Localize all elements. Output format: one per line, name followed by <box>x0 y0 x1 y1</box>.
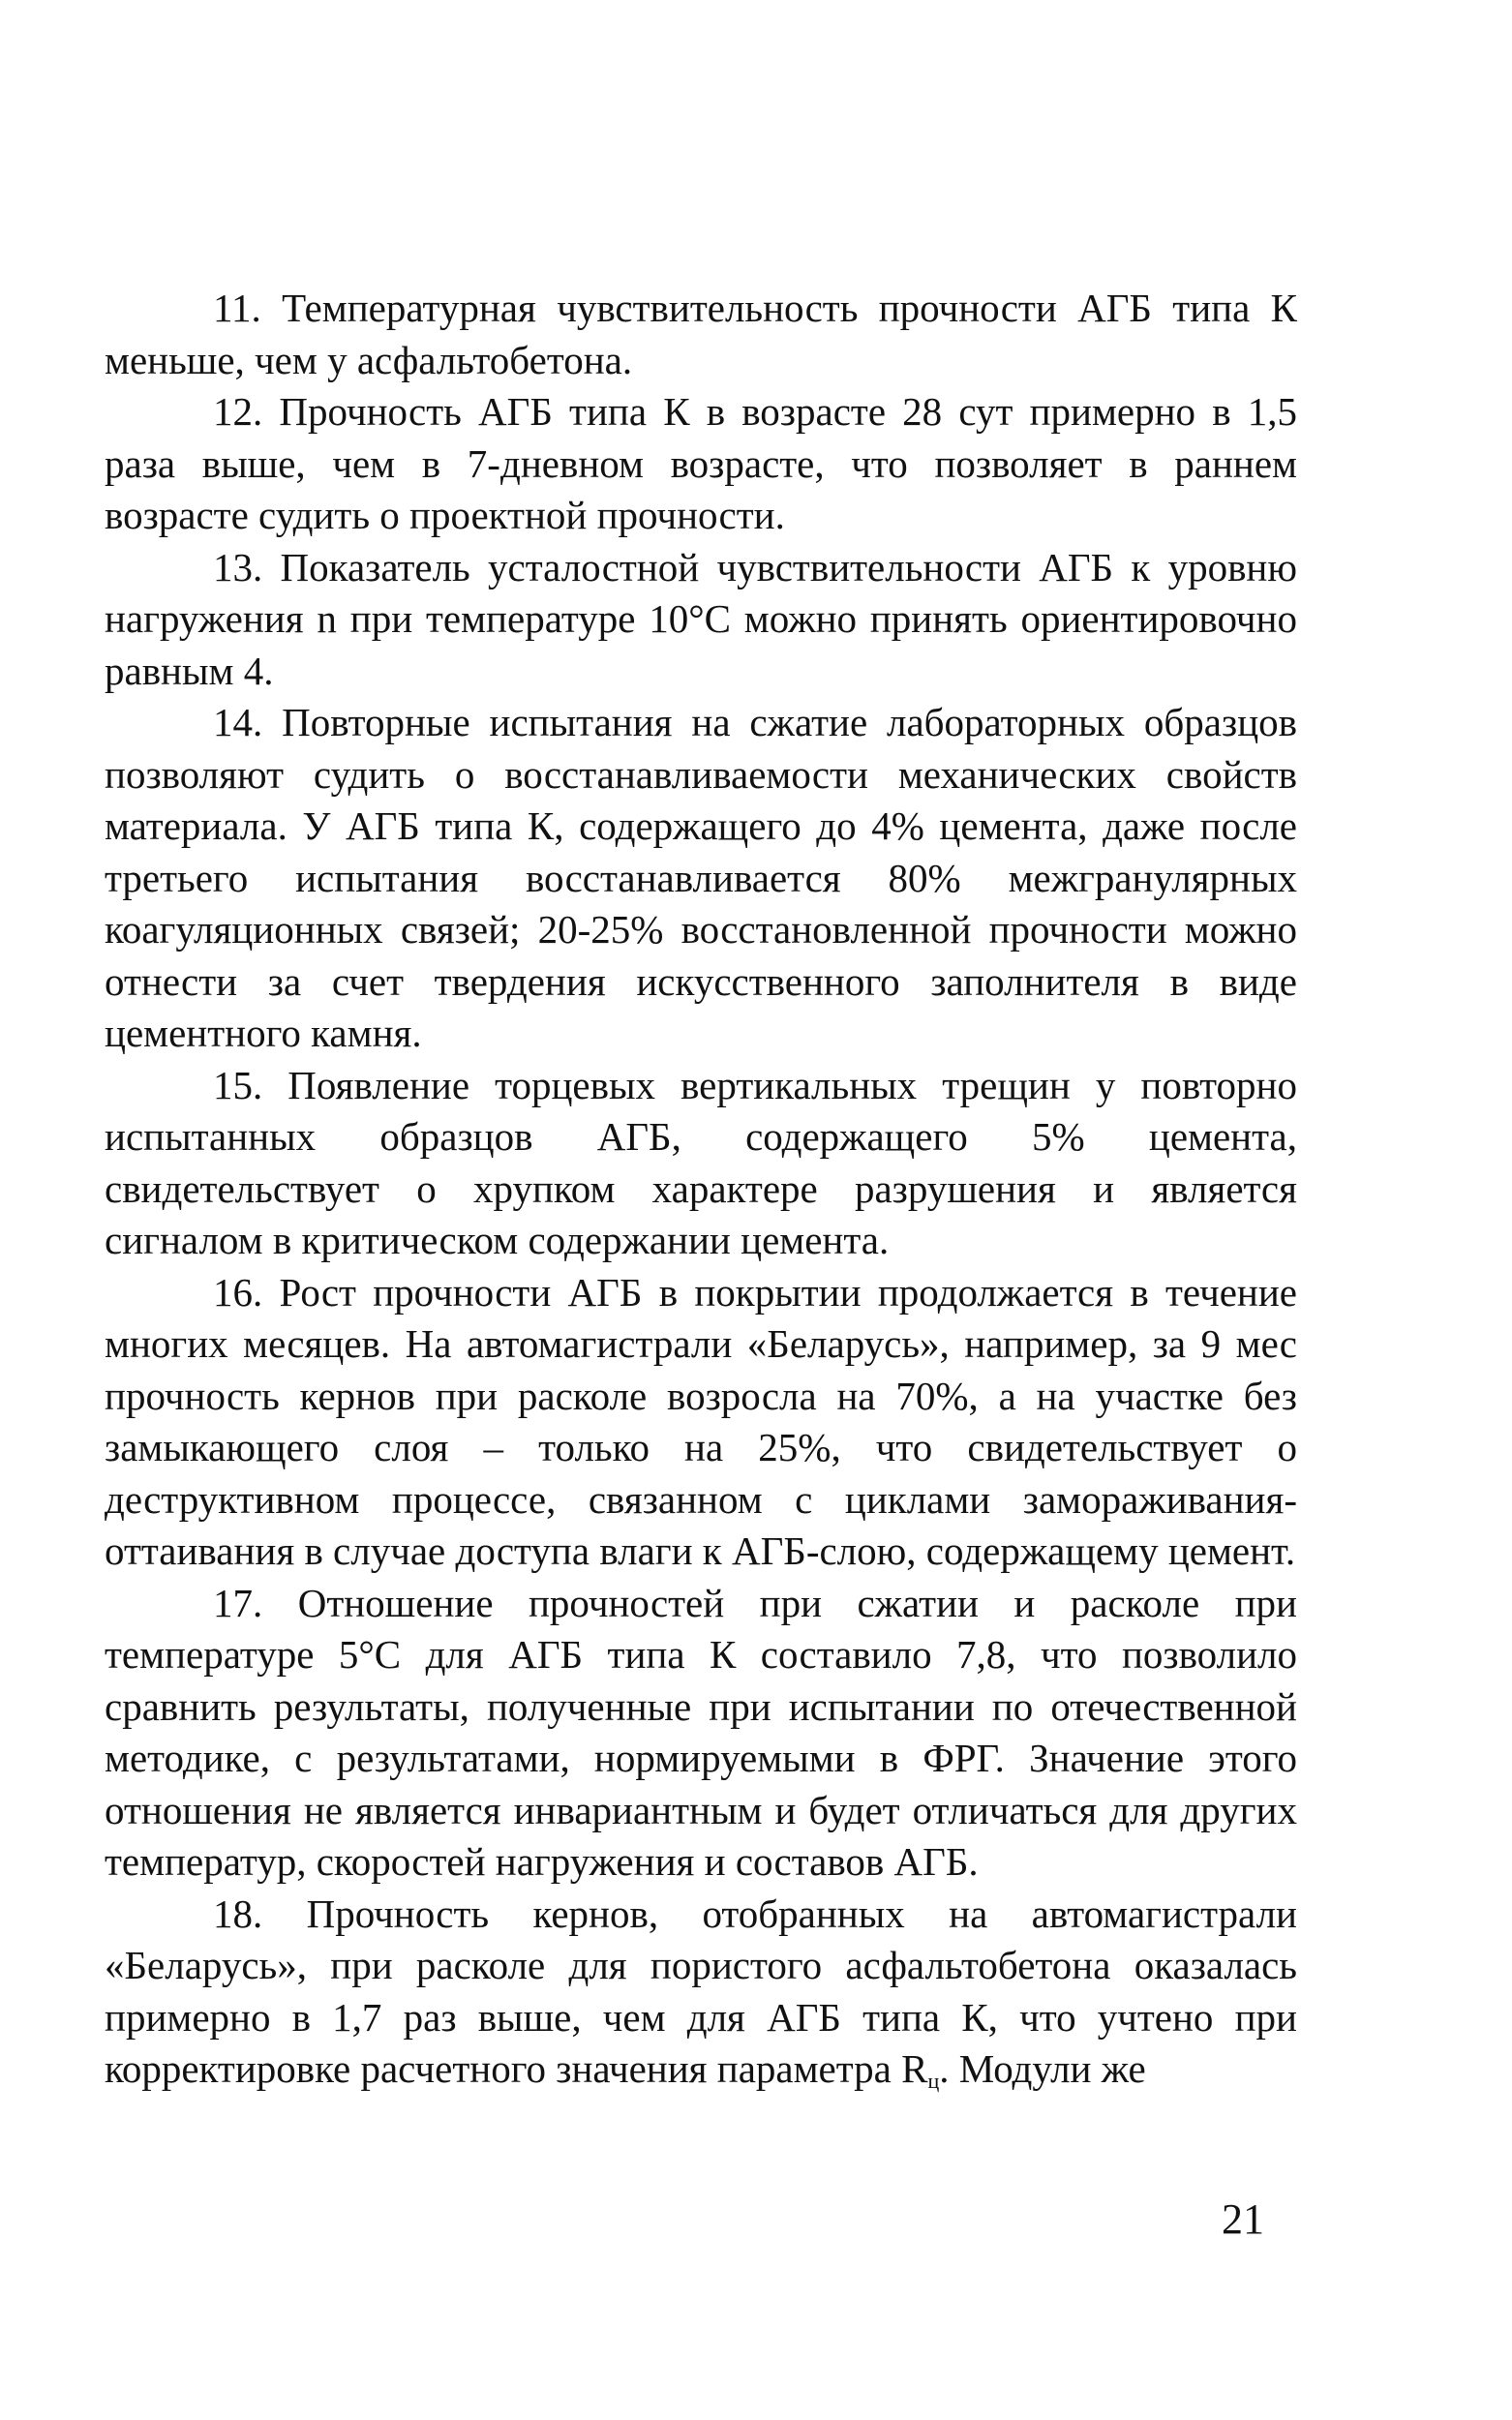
paragraph-13: 13. Показатель усталостной чувствительности АГБ к уровню нагружения n при температуре 10°С можно принять ориентировочно равным 4. <box>105 544 1297 693</box>
paragraph-17: 17. Отношение прочностей при сжатии и расколе при температуре 5°С для АГБ типа К составило 7,8, что позволило сравнить результаты, полученные при испытании по отечественной методике, с результатами, нормируемыми в ФРГ. Значение этого отношения не является инвариантным и будет отличаться для других температур, скоростей нагружения и составов АГБ. <box>105 1580 1297 1884</box>
paragraph-18-tail: . Модули же <box>939 2046 1146 2091</box>
paragraph-18 <box>105 1889 1297 2096</box>
subscript-c: ц <box>927 2069 940 2093</box>
paragraph-18-text: 18. Прочность кернов, отобранных на автомагистрали «Беларусь», при расколе для пористого асфальтобетона оказалась примерно в 1,7 раз выше, чем для АГБ типа К, что учтено при корректировке расчетного значения параметра R <box>105 1891 1297 2091</box>
paragraph-12: 12. Прочность АГБ типа К в возрасте 28 сут примерно в 1,5 раза выше, чем в 7-дневном возрасте, что позволяет в раннем возрасте судить о проектной прочности. <box>105 389 1297 537</box>
body-text <box>105 283 1297 2096</box>
paragraph-14: 14. Повторные испытания на сжатие лабораторных образцов позволяют судить о восстанавливаемости механических свойств материала. У АГБ типа К, содержащего до 4% цемента, даже после третьего испытания восстанавливается 80% межгранулярных коагуляционных связей; 20-25% восстановленной прочности можно отнести за счет твердения искусственного заполнителя в виде цементного камня. <box>105 700 1297 1055</box>
paragraph-16: 16. Рост прочности АГБ в покрытии продолжается в течение многих месяцев. На автомагистрали «Беларусь», например, за 9 мес прочность кернов при расколе возросла на 70%, а на участке без замыкающего слоя – только на 25%, что свидетельствует о деструктивном процессе, связанном с циклами замораживания-оттаивания в случае доступа влаги к АГБ-слою, содержащему цемент. <box>105 1269 1297 1573</box>
paragraph-11: 11. Температурная чувствительность прочности АГБ типа К меньше, чем у асфальтобетона. <box>105 286 1297 382</box>
page-number: 21 <box>1222 2195 1264 2243</box>
paragraph-15: 15. Появление торцевых вертикальных трещин у повторно испытанных образцов АГБ, содержащего 5% цемента, свидетельствует о хрупком характере разрушения и является сигналом в критическом содержании цемента. <box>105 1062 1297 1262</box>
